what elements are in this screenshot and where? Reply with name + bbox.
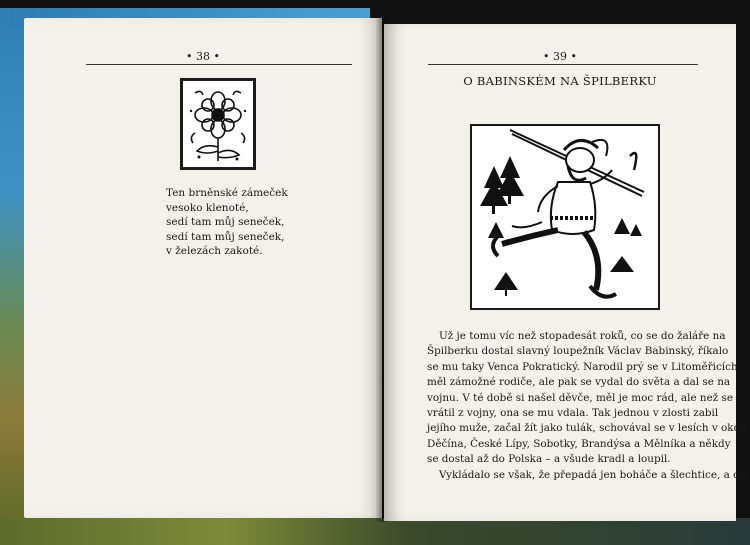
- text-line: Špilberku dostal slavný loupežník Václav Babinský, říkalo: [427, 345, 729, 358]
- poem-line: sedí tam můj seneček,: [166, 216, 285, 228]
- hunter-woodcut-illustration: [470, 124, 660, 310]
- text-line: se dostal až do Polska – a všude kradl a loupil.: [427, 453, 671, 466]
- chapter-title: O BABINSKÉM NA ŠPILBERKU: [463, 74, 657, 88]
- text-line: vojnu. V té době si našel děvče, měl je moc rád, ale než se: [427, 391, 734, 404]
- text-line: jejího muže, začal žít jako tulák, schovával se v lesích v okolí: [427, 422, 747, 435]
- text-line: měl zámožné rodiče, ale pak se vydal do světa a dal se na: [427, 376, 731, 389]
- flower-ornament: [180, 78, 256, 170]
- text-line: Děčína, České Lípy, Sobotky, Brandýsa a Mělníka a někdy: [427, 437, 731, 450]
- text-line: Už je tomu víc než stopadesát roků, co se do žaláře na: [439, 330, 726, 342]
- left-header-rule: [86, 64, 352, 65]
- flower-icon: [183, 81, 253, 167]
- poem-line: Ten brněnské zámeček: [166, 187, 288, 199]
- chapter-body-text: [427, 329, 747, 483]
- right-page-number: • 39 •: [543, 50, 577, 63]
- right-header-rule: [428, 64, 698, 65]
- left-page-number: • 38 •: [186, 50, 220, 63]
- book-cover-edge-bottom: [0, 518, 750, 545]
- poem-line: sedí tam můj seneček,: [166, 230, 285, 243]
- text-line: vrátil z vojny, ona se mu vdala. Tak jednou v zlosti zabil: [427, 406, 719, 419]
- text-line: Vykládalo se však, že přepadá jen boháče a šlechtice, a co: [439, 468, 746, 481]
- poem: [166, 186, 288, 259]
- poem-line: vesoko klenoté,: [166, 201, 249, 214]
- text-line: se mu taky Venca Pokratický. Narodil prý se v Litoměřicích,: [427, 360, 741, 373]
- poem-line: v železách zakoté.: [166, 245, 263, 257]
- hunter-icon: [472, 126, 658, 308]
